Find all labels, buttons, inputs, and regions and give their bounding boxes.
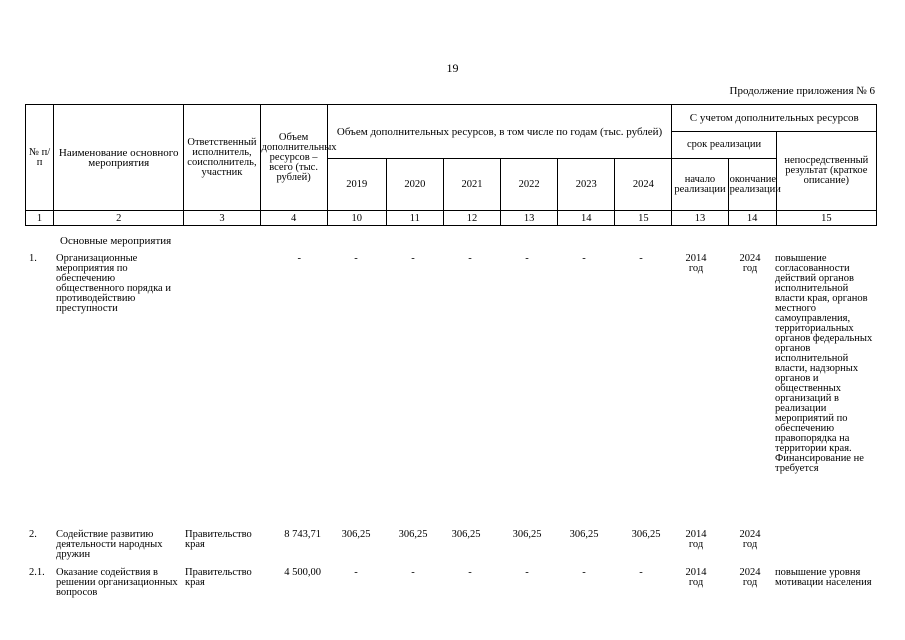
header-by-years: Объем дополнительных ресурсов, в том числе по годам (тыс. рублей) (327, 105, 672, 159)
header-year: 2019 (327, 159, 386, 211)
row-num: 2.1. (29, 567, 45, 578)
column-number: 3 (184, 211, 260, 226)
row-result: повышение согласованности действий органов исполнительной власти края, органов местного самоуправления, территориальных органов федеральных органов исполнительной власти, надзорных органов и общественных организаций в реализации мероприятий по обеспечению правопорядка на территории края. Финансирование не требуется (775, 253, 873, 474)
column-number: 10 (327, 211, 386, 226)
header-year: 2023 (558, 159, 615, 211)
row-start: 2014 год (685, 529, 707, 550)
header-year: 2020 (386, 159, 443, 211)
header-with-additional: С учетом дополнительных ресурсов (672, 105, 877, 132)
column-number: 14 (558, 211, 615, 226)
column-number: 14 (728, 211, 776, 226)
row-volume: 8 743,71 (284, 529, 321, 540)
row-year-value: 306,25 (341, 529, 371, 540)
header-start: начало реализации (672, 159, 728, 211)
column-number: 13 (672, 211, 728, 226)
row-name: Содействие развитию деятельности народных дружин (56, 529, 163, 560)
column-number: 15 (615, 211, 672, 226)
column-number: 1 (26, 211, 54, 226)
column-number: 11 (386, 211, 443, 226)
header-volume: Объем дополнительных ресурсов – всего (тыс. рублей) (260, 105, 327, 211)
row-year-value: 306,25 (631, 529, 661, 540)
row-end: 2024 год (739, 253, 761, 274)
row-year-value: - (639, 253, 643, 264)
header-year: 2022 (501, 159, 558, 211)
row-volume: 4 500,00 (284, 567, 321, 578)
row-year-value: - (525, 253, 529, 264)
header-responsible: Ответственный исполнитель, соисполнитель, участник (184, 105, 260, 211)
row-responsible: Правительство края (185, 567, 252, 588)
column-number: 4 (260, 211, 327, 226)
column-number: 15 (776, 211, 876, 226)
header-name: Наименование основного мероприятия (54, 105, 184, 211)
section-title: Основные мероприятия (60, 235, 172, 247)
header-table (25, 104, 877, 226)
header-year: 2024 (615, 159, 672, 211)
row-start: 2014 год (685, 253, 707, 274)
row-year-value: - (582, 567, 586, 578)
row-end: 2024 год (739, 567, 761, 588)
row-year-value: - (468, 253, 472, 264)
row-result: повышение уровня мотивации населения (775, 567, 872, 588)
row-name: Оказание содействия в решении организационных вопросов (56, 567, 178, 598)
row-year-value: - (639, 567, 643, 578)
header-term: срок реализации (672, 132, 776, 159)
header-result: непосредственный результат (краткое описание) (776, 132, 876, 211)
row-year-value: - (354, 567, 358, 578)
row-responsible: Правительство края (185, 529, 252, 550)
header-year: 2021 (443, 159, 500, 211)
row-num: 2. (29, 529, 37, 540)
row-year-value: 306,25 (512, 529, 542, 540)
column-number: 2 (54, 211, 184, 226)
row-start: 2014 год (685, 567, 707, 588)
header-num: № п/п (26, 105, 54, 211)
continuation-label: Продолжение приложения № 6 (729, 85, 875, 97)
row-year-value: - (468, 567, 472, 578)
column-number: 12 (443, 211, 500, 226)
row-year-value: - (411, 253, 415, 264)
column-number: 13 (501, 211, 558, 226)
row-year-value: - (525, 567, 529, 578)
row-name: Организационные мероприятия по обеспечению общественного порядка и противодействию преступности (56, 253, 171, 314)
row-num: 1. (29, 253, 37, 264)
row-year-value: - (411, 567, 415, 578)
row-year-value: - (582, 253, 586, 264)
row-year-value: 306,25 (398, 529, 428, 540)
header-end: окончание реализации (728, 159, 776, 211)
row-year-value: 306,25 (569, 529, 599, 540)
row-year-value: 306,25 (451, 529, 481, 540)
row-end: 2024 год (739, 529, 761, 550)
row-year-value: - (354, 253, 358, 264)
page-number: 19 (446, 61, 459, 75)
row-volume: - (297, 253, 301, 264)
